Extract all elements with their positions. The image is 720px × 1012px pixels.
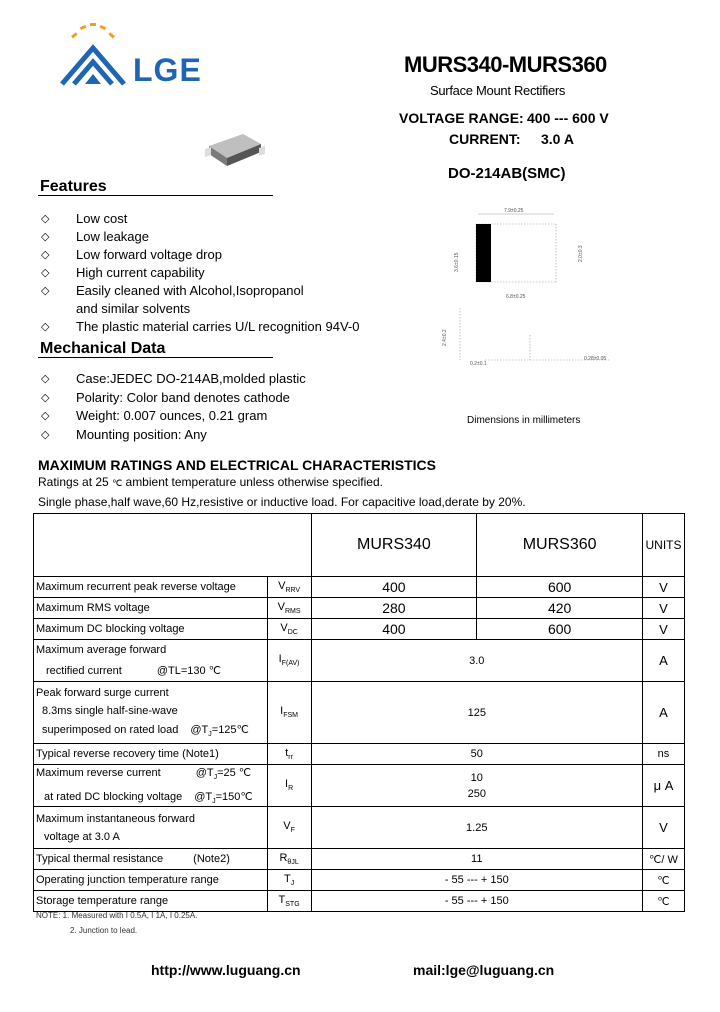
table-header-row: [34, 514, 685, 577]
list-item: ◇ Weight: 0.007 ounces, 0.21 gram: [41, 407, 371, 426]
list-item: ◇ Low forward voltage drop: [41, 247, 222, 262]
ratings-note-1: Ratings at 25 ℃ ambient temperature unless otherwise specified.: [38, 475, 383, 489]
dim-label: 2.4±0.2: [442, 329, 448, 346]
diamond-bullet-icon: ◇: [41, 410, 50, 422]
mechanical-underline: [38, 357, 273, 358]
dim-label: 7.9±0.25: [504, 208, 524, 214]
dim-label: 6.8±0.25: [506, 294, 526, 300]
logo-text: LGE: [133, 52, 202, 88]
col-header-units: UNITS: [642, 514, 684, 577]
table-row: Typical thermal resistance (Note2) $R_{\theta JL}$ 11 ℃/ W: [34, 849, 685, 870]
diamond-bullet-icon: ◇: [41, 285, 50, 297]
dim-label: 2.0±0.3: [578, 245, 584, 262]
note-2: 2. Junction to lead.: [70, 926, 138, 935]
email-link[interactable]: mail:lge@luguang.cn: [413, 962, 555, 978]
list-item: ◇ The plastic material carries U/L recognition 94V-0: [41, 319, 360, 334]
features-list: [41, 210, 371, 336]
list-item: ◇ Low leakage: [41, 229, 149, 244]
ratings-note-2: Single phase,half wave,60 Hz,resistive or inductive load. For capacitive load,derate by 20%.: [38, 495, 526, 509]
company-logo-icon: [54, 20, 132, 92]
table-row: Maximum instantaneous forward voltage at 3.0 A $V_F$ 1.25 V: [34, 807, 685, 849]
dimensions-caption: Dimensions in millimeters: [467, 415, 581, 426]
features-title: Features: [40, 178, 107, 195]
list-item: ◇ Low cost: [41, 211, 128, 226]
dim-label: 3.6±0.15: [454, 252, 460, 272]
diamond-bullet-icon: ◇: [41, 249, 50, 261]
list-item: ◇ Mounting position: Any: [41, 426, 371, 445]
package-name: DO-214AB(SMC): [448, 165, 566, 182]
diamond-bullet-icon: ◇: [41, 373, 50, 385]
diamond-bullet-icon: ◇: [41, 213, 50, 225]
table-row: Maximum average forward rectified current @TL=130 ℃ $I_{F(AV)}$ 3.0 A: [34, 640, 685, 682]
dim-label: 0.2±0.1: [470, 361, 487, 367]
features-underline: [38, 195, 273, 196]
ratings-table: [33, 513, 685, 912]
list-item: ◇ Polarity: Color band denotes cathode: [41, 389, 371, 408]
table-row: Maximum RMS voltage $V_{RMS}$ 280 420 V: [34, 598, 685, 619]
list-item: ◇ Case:JEDEC DO-214AB,molded plastic: [41, 370, 371, 389]
website-link[interactable]: http://www.luguang.cn: [151, 962, 301, 978]
table-row: Typical reverse recovery time (Note1) $t_{rr}$ 50 ns: [34, 744, 685, 765]
dim-label: 0.28±0.05: [584, 356, 607, 362]
cathode-band: [476, 224, 491, 282]
table-row: Operating junction temperature range $T_J$ - 55 --- + 150 ℃: [34, 870, 685, 891]
list-item: ◇ Easily cleaned with Alcohol,Isopropanol: [41, 283, 304, 298]
diamond-bullet-icon: ◇: [41, 267, 50, 279]
diamond-bullet-icon: ◇: [41, 428, 50, 441]
subtitle: Surface Mount Rectifiers: [430, 83, 566, 98]
smc-package-image: [203, 132, 265, 172]
diamond-bullet-icon: ◇: [41, 231, 50, 243]
table-row: Peak forward surge current 8.3ms single half-sine-wave superimposed on rated load $@T_J=125℃$ $I_{FSM}$ 125 A: [34, 682, 685, 744]
ratings-title: MAXIMUM RATINGS AND ELECTRICAL CHARACTERISTICS: [38, 457, 436, 473]
col-header-part2: MURS360: [477, 514, 643, 577]
col-header-part1: MURS340: [311, 514, 477, 577]
list-item: ◇ High current capability: [41, 265, 205, 280]
voltage-value: 400 --- 600 V: [527, 110, 609, 126]
mechanical-title: Mechanical Data: [40, 340, 166, 357]
dimension-drawing: [430, 200, 620, 390]
diamond-bullet-icon: ◇: [41, 391, 50, 404]
table-row: Maximum reverse current $@T_J=25$ ℃ at rated DC blocking voltage $@T_J=150℃$ $I_R$ 10 250 μ A: [34, 765, 685, 807]
table-row: Maximum DC blocking voltage $V_{DC}$ 400 600 V: [34, 619, 685, 640]
note-1: NOTE: 1. Measured with I 0.5A, I 1A, I 0.25A.: [36, 911, 198, 920]
diamond-bullet-icon: ◇: [41, 321, 50, 333]
current-value: 3.0 A: [541, 131, 574, 147]
voltage-label: VOLTAGE RANGE:: [399, 110, 524, 126]
current-label: CURRENT:: [449, 131, 521, 147]
list-item-continuation: and similar solvents: [76, 301, 191, 316]
table-row: Maximum recurrent peak reverse voltage $V_{RRV}$ 400 600 V: [34, 577, 685, 598]
part-range-title: MURS340-MURS360: [404, 52, 607, 77]
table-row: Storage temperature range $T_{STG}$ - 55 --- + 150 ℃: [34, 891, 685, 912]
mechanical-list: [41, 370, 371, 444]
